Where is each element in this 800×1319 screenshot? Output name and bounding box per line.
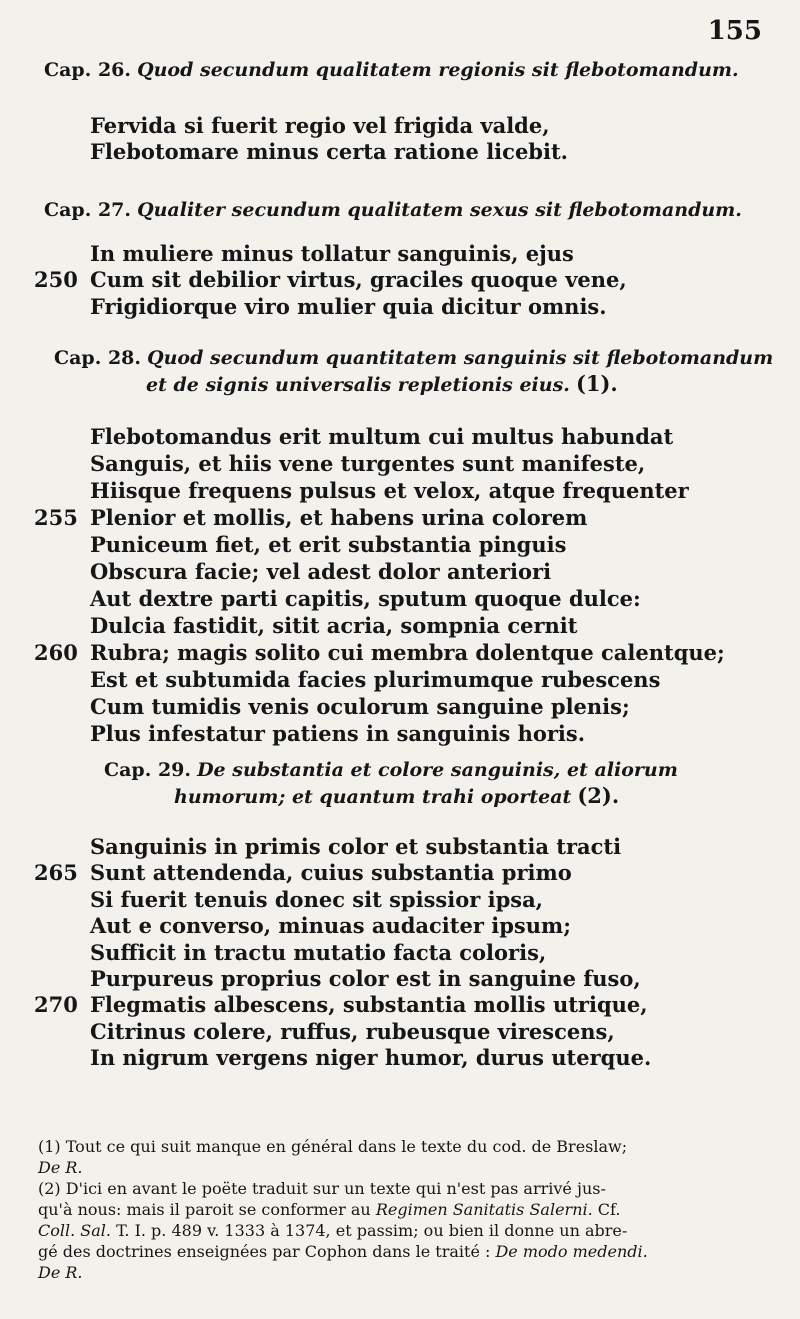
chapter-26-verses	[0, 113, 800, 166]
verse-line: Purpureus proprius color est in sanguine fuso,	[90, 965, 641, 991]
line-number: 270	[34, 992, 78, 1018]
chapter-26-label: Cap. 26.	[44, 59, 132, 81]
verse-line: Sanguis, et hiis vene turgentes sunt manifeste,	[90, 451, 646, 476]
verse-line: In muliere minus tollatur sanguinis, ejus	[90, 241, 574, 266]
page-number: 155	[707, 16, 762, 46]
chapter-29-verses	[0, 834, 800, 1072]
verse-line: Aut dextre parti capitis, sputum quoque dulce:	[90, 586, 641, 611]
footnote-ref: (1).	[575, 371, 618, 396]
chapter-26-title: Quod secundum qualitatem regionis sit flebotomandum.	[137, 59, 739, 81]
verse-line: Sufficit in tractu mutatio facta coloris,	[90, 939, 547, 965]
line-number: 250	[34, 267, 78, 293]
footnote-1-attribution: De R.	[38, 1158, 83, 1177]
footnotes	[38, 1136, 764, 1283]
footnote-2-line-4: gé des doctrines enseignées par Cophon dans le traité : De modo medendi.	[38, 1242, 648, 1261]
verse-line: Flebotomare minus certa ratione licebit.	[90, 139, 568, 165]
chapter-29-title: De substantia et colore sanguinis, et aliorum	[197, 759, 678, 781]
footnote-ref: (2).	[577, 783, 620, 808]
verse-line: Obscura facie; vel adest dolor anteriori	[90, 559, 552, 584]
verse-line: Plus infestatur patiens in sanguinis horis.	[90, 721, 586, 746]
chapter-26-heading	[44, 58, 739, 82]
chapter-29-label: Cap. 29.	[104, 759, 192, 781]
chapter-28-title: Quod secundum quantitatem sanguinis sit flebotomandum	[147, 347, 774, 369]
verse-line: Hiisque frequens pulsus et velox, atque frequenter	[90, 478, 689, 503]
verse-line: 250 Cum sit debilior virtus, graciles quoque vene,	[34, 267, 627, 293]
chapter-27-heading	[44, 198, 742, 222]
footnote-1: (1) Tout ce qui suit manque en général dans le texte du cod. de Breslaw;	[38, 1137, 628, 1156]
footnote-2-line-2: qu'à nous: mais il paroit se conformer au Regimen Sanitatis Salerni. Cf.	[38, 1200, 621, 1219]
footnote-2: (2) D'ici en avant le poëte traduit sur un texte qui n'est pas arrivé jus-	[38, 1179, 606, 1198]
chapter-28-label: Cap. 28.	[54, 347, 142, 369]
verse-line: Puniceum fiet, et erit substantia pinguis	[90, 532, 567, 557]
chapter-29-heading-cont: humorum; et quantum trahi oporteat (2).	[174, 783, 620, 808]
chapter-27-label: Cap. 27.	[44, 199, 132, 221]
line-number: 260	[34, 640, 78, 665]
chapter-27-title: Qualiter secundum qualitatem sexus sit flebotomandum.	[137, 199, 742, 221]
chapter-29-heading	[104, 758, 678, 782]
verse-line: Cum tumidis venis oculorum sanguine plenis;	[90, 694, 630, 719]
line-number: 265	[34, 860, 78, 886]
chapter-28-verses	[0, 423, 800, 747]
chapter-27-verses	[0, 241, 800, 320]
verse-line: 265 Sunt attendenda, cuius substantia primo	[34, 860, 572, 886]
verse-line: Aut e converso, minuas audaciter ipsum;	[90, 913, 571, 939]
verse-line: Sanguinis in primis color et substantia tracti	[90, 834, 622, 859]
footnote-2-line-3: Coll. Sal. T. I. p. 489 v. 1333 à 1374, et passim; ou bien il donne un abre-	[38, 1221, 628, 1240]
verse-line: Fervida si fuerit regio vel frigida valde,	[90, 113, 550, 138]
verse-line: Est et subtumida facies plurimumque rubescens	[90, 667, 661, 692]
footnote-2-attribution: De R.	[38, 1263, 83, 1282]
verse-line: 270 Flegmatis albescens, substantia mollis utrique,	[34, 992, 648, 1018]
verse-line: Flebotomandus erit multum cui multus habundat	[90, 424, 674, 449]
verse-line: Citrinus colere, ruffus, rubeusque virescens,	[90, 1018, 615, 1044]
verse-line: 255 Plenior et mollis, et habens urina colorem	[34, 505, 588, 530]
verse-line: In nigrum vergens niger humor, durus uterque.	[90, 1045, 652, 1071]
chapter-28-heading-cont: et de signis universalis repletionis eius. (1).	[146, 371, 618, 396]
line-number: 255	[34, 505, 78, 530]
verse-line: 260 Rubra; magis solito cui membra dolentque calentque;	[34, 640, 725, 665]
chapter-28-heading	[54, 346, 773, 370]
verse-line: Si fuerit tenuis donec sit spissior ipsa,	[90, 886, 543, 912]
verse-line: Frigidiorque viro mulier quia dicitur omnis.	[90, 293, 607, 319]
verse-line: Dulcia fastidit, sitit acria, sompnia cernit	[90, 613, 578, 638]
